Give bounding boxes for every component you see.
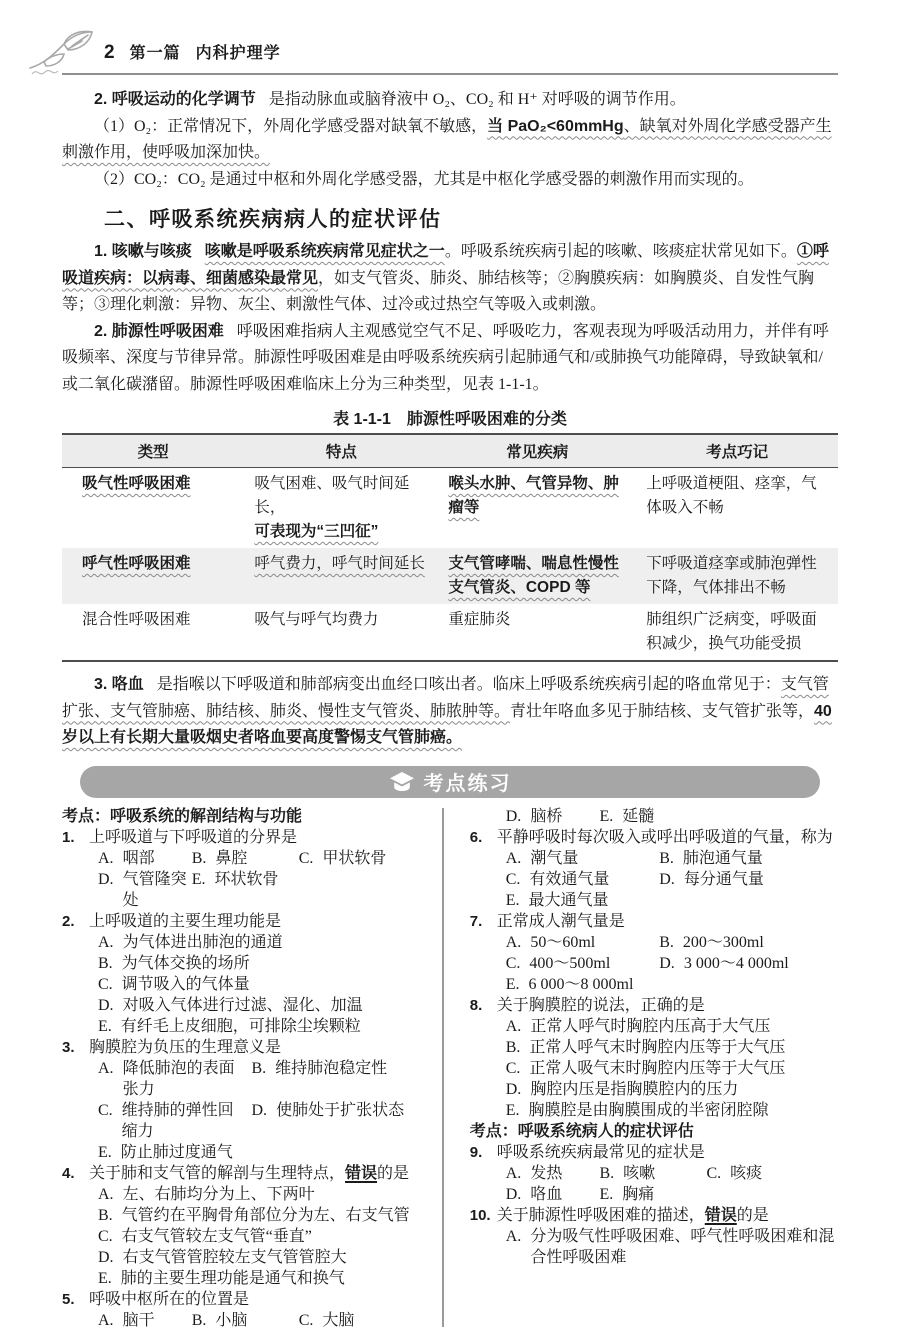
option-text: 咽部 <box>122 849 155 867</box>
cell-type <box>62 468 244 549</box>
option-label: E. <box>505 1101 520 1119</box>
cell-text: 混合性呼吸困难 <box>82 611 191 628</box>
question-number: 2. <box>62 912 75 930</box>
option <box>506 1163 596 1184</box>
option-label: C. <box>505 954 521 972</box>
option-label: B. <box>98 1206 113 1224</box>
option-label: C. <box>706 1164 722 1182</box>
option-text: 调节吸入的气体量 <box>121 975 250 993</box>
page-header <box>62 36 838 75</box>
options-row <box>470 806 838 827</box>
option <box>506 1100 838 1121</box>
cell-feature <box>244 468 438 549</box>
option-text: 每分通气量 <box>683 870 764 888</box>
question-number: 8. <box>469 996 483 1014</box>
cell-text: 肺组织广泛病变，呼吸面积减少，换气功能受损 <box>646 611 817 652</box>
key-point-text: 呼气性呼吸困难 <box>82 555 191 572</box>
option <box>506 1079 838 1100</box>
options-row <box>470 1058 838 1079</box>
key-point-text: 喉头水肿、气管异物、肿瘤等 <box>448 475 619 516</box>
option-text: 胸痛 <box>622 1185 655 1203</box>
option <box>98 1226 430 1247</box>
column-header: 类型 <box>62 434 244 468</box>
cell-text: 吸气困难、吸气时间延长， <box>254 475 410 516</box>
option-label: D. <box>659 870 675 888</box>
cell-text: 重症肺炎 <box>448 611 511 628</box>
option-text: 防止肺过度通气 <box>120 1143 233 1161</box>
option-text: 使肺处于扩张状态 <box>276 1101 405 1119</box>
question-stem <box>62 1037 430 1058</box>
question-number: 9. <box>469 1143 483 1161</box>
option <box>506 890 838 911</box>
option-label: C. <box>98 1227 113 1245</box>
options-row <box>62 974 430 995</box>
question-text-segment: 呼吸中枢所在的位置是 <box>89 1290 250 1308</box>
option <box>98 953 430 974</box>
option-text: 50～60ml <box>530 933 596 951</box>
option <box>98 995 430 1016</box>
option-text: 右支气管管腔较左支气管管腔大 <box>122 1248 347 1266</box>
option-text: 脑桥 <box>530 807 563 825</box>
question-text <box>497 827 833 848</box>
practice-banner-label: 考点练习 <box>423 773 512 795</box>
option <box>299 848 439 869</box>
key-point-text: 吸气性呼吸困难 <box>82 475 191 492</box>
option-label: E. <box>98 1269 112 1287</box>
options-row <box>470 1163 838 1184</box>
option-label: D. <box>505 1185 522 1203</box>
option <box>599 806 702 827</box>
cell-text: 下呼吸道痉挛或肺泡弹性下降，气体排出不畅 <box>646 555 817 596</box>
option-text: 降低肺泡的表面张力 <box>122 1059 235 1098</box>
question-text <box>89 1163 409 1184</box>
option <box>506 869 656 890</box>
paragraph-text: 是指喉以下呼吸道和肺部病变出血经口咳出者。临床上呼吸系统疾病引起的咯血常见于： <box>156 676 781 693</box>
option <box>192 869 295 911</box>
paragraph-cough <box>62 239 838 319</box>
option-label: C. <box>298 849 314 867</box>
question-text <box>497 911 625 932</box>
options-row <box>470 1079 838 1100</box>
option-label: D. <box>505 1080 522 1098</box>
option-label: E. <box>98 1143 112 1161</box>
option-text: 甲状软骨 <box>322 849 387 867</box>
option-label: C. <box>98 1101 113 1119</box>
options-row <box>62 848 430 869</box>
option-text: 有纤毛上皮细胞，可排除尘埃颗粒 <box>120 1017 361 1035</box>
option-label: A. <box>98 1059 114 1077</box>
option <box>192 1310 295 1331</box>
cell-tip <box>636 604 838 661</box>
cell-disease <box>438 468 636 549</box>
option-label: B. <box>599 1164 615 1182</box>
option <box>98 848 188 869</box>
option-label: E. <box>191 870 206 888</box>
option-label: E. <box>505 975 520 993</box>
cell-disease <box>438 548 636 604</box>
option <box>599 1184 702 1205</box>
question-text-segment: 上呼吸道的主要生理功能是 <box>89 912 282 930</box>
paragraph-text: 呼吸困难指病人主观感觉空气不足、呼吸吃力，客观表现为呼吸活动用力，并伴有呼吸频率、深度与节律异常。肺源性呼吸困难是由呼吸系统疾病引起肺通气和/或肺换气功能障碍，导致缺氧和/或二氧化碳潴留。肺源性呼吸困难临床上分为三种类型，见表 1-1-1。 <box>62 322 829 393</box>
option <box>506 1037 838 1058</box>
options-row <box>470 932 838 953</box>
options-row <box>62 953 430 974</box>
options-row <box>62 1058 430 1100</box>
table-caption: 表 1-1-1 肺源性呼吸困难的分类 <box>333 411 567 428</box>
section-heading: 二、呼吸系统疾病病人的症状评估 <box>104 208 442 231</box>
options-row <box>62 1226 430 1247</box>
options-row <box>62 1247 430 1268</box>
options-row <box>62 1184 430 1205</box>
question-text-segment: 关于肺源性呼吸困难的描述， <box>496 1206 705 1224</box>
option-text: 延髓 <box>622 807 655 825</box>
page-content <box>0 87 900 1331</box>
question-number: 5. <box>62 1290 75 1308</box>
paragraph-o2 <box>62 114 838 167</box>
dyspnea-classification-table <box>62 433 838 662</box>
paragraph-text: 青壮年咯血多见于肺结核、支气管扩张等， <box>510 702 815 720</box>
option <box>659 848 842 869</box>
option <box>506 1016 838 1037</box>
question-text <box>89 911 281 932</box>
option-label: A. <box>505 1164 522 1182</box>
option-label: B. <box>659 933 674 951</box>
cell-tip <box>636 468 838 549</box>
cell-text: 吸气与呼气均费力 <box>254 611 379 628</box>
paragraph-text: （1）O₂：正常情况下，外周化学感受器对缺氧不敏感， <box>94 117 488 135</box>
option-label: D. <box>98 1248 114 1266</box>
option <box>252 1058 435 1100</box>
question-text <box>497 995 705 1016</box>
option-text: 分为吸气性呼吸困难、呼气性呼吸困难和混合性呼吸困难 <box>530 1227 835 1266</box>
option-label: D. <box>98 996 114 1014</box>
options-row <box>470 1184 838 1205</box>
option-text: 咳痰 <box>730 1164 763 1182</box>
column-divider <box>442 808 444 1327</box>
option-label: C. <box>505 1059 521 1077</box>
question-stem <box>470 1205 838 1226</box>
textbook-page <box>0 36 900 1329</box>
option-text: 气管约在平胸骨角部位分为左、右支气管 <box>121 1206 410 1224</box>
column-header: 考点巧记 <box>636 434 838 468</box>
options-row <box>62 1205 430 1226</box>
option <box>98 1016 430 1037</box>
question-number: 10. <box>469 1206 491 1224</box>
option-label: A. <box>98 1185 114 1203</box>
graduation-cap-icon <box>389 771 415 793</box>
underlined-text: 支气管扩张、支气管肺癌、肺结核、肺炎、慢性支气管炎、肺脓肿等。 <box>62 676 829 720</box>
option-label: A. <box>505 849 522 867</box>
option <box>299 1310 439 1331</box>
paragraph-text: ，如支气管炎、肺炎、肺结核等；②胸膜疾病：如胸膜炎、自发性气胸等；③理化刺激：异物、灰尘、刺激性气体、过冷或过热空气等吸入或刺激。 <box>62 269 815 313</box>
table-row <box>62 604 838 661</box>
question-stem <box>470 995 838 1016</box>
option-text: 有效通气量 <box>529 870 610 888</box>
paragraph-dyspnea <box>62 319 838 399</box>
option <box>506 932 656 953</box>
cell-disease <box>438 604 636 661</box>
key-point-text: 支气管哮喘、喘息性慢性支气管炎、COPD 等 <box>448 555 619 596</box>
option-text: 胸腔内压是指胸膜腔内的压力 <box>530 1080 739 1098</box>
question-stem <box>62 911 430 932</box>
option-text: 肺泡通气量 <box>682 849 763 867</box>
option-label: E. <box>599 1185 614 1203</box>
question-text-segment: 呼吸系统疾病最常见的症状是 <box>496 1143 705 1161</box>
leaf-logo-icon <box>22 26 98 80</box>
options-row <box>470 953 838 974</box>
option-text: 咯血 <box>530 1185 563 1203</box>
question-stem <box>62 1289 430 1310</box>
options-row <box>62 869 430 911</box>
option-label: C. <box>505 870 521 888</box>
question-text <box>89 1289 249 1310</box>
option-label: B. <box>98 954 113 972</box>
option-text: 维持肺泡稳定性 <box>275 1059 388 1077</box>
question-stem <box>470 827 838 848</box>
option <box>98 974 430 995</box>
option-text: 200～300ml <box>682 933 764 951</box>
options-row <box>470 869 838 890</box>
topic-heading: 考点：呼吸系统的解剖结构与功能 <box>62 807 303 825</box>
key-point-text: 可表现为“三凹征” <box>254 523 379 540</box>
option-label: A. <box>505 1017 522 1035</box>
question-column-left <box>62 806 430 1331</box>
column-header: 特点 <box>244 434 438 468</box>
option <box>98 1247 430 1268</box>
options-row <box>470 1100 838 1121</box>
option-text: 鼻腔 <box>215 849 248 867</box>
option-label: B. <box>191 1311 207 1329</box>
practice-questions <box>62 806 838 1331</box>
option <box>659 869 842 890</box>
option-label: E. <box>98 1017 112 1035</box>
option-label: B. <box>659 849 674 867</box>
option-text: 咳嗽 <box>623 1164 656 1182</box>
table-row <box>62 548 838 604</box>
option-text: 发热 <box>530 1164 563 1182</box>
option-text: 胸膜腔是由胸膜围成的半密闭腔隙 <box>528 1101 769 1119</box>
option <box>506 1184 596 1205</box>
paragraph-hemoptysis <box>62 672 838 752</box>
question-text-segment: 错误 <box>345 1164 378 1182</box>
paragraph-text: 。呼吸系统疾病引起的咳嗽、咳痰症状常见如下。 <box>444 243 797 260</box>
question-number: 6. <box>469 828 483 846</box>
option <box>506 848 656 869</box>
paragraph-chemical-regulation <box>62 87 838 114</box>
option <box>706 1163 846 1184</box>
table-row <box>62 468 838 549</box>
option-label: B. <box>251 1059 267 1077</box>
options-row <box>62 1100 430 1142</box>
underlined-text: 呼气费力，呼气时间延长 <box>254 555 425 572</box>
paragraph-text: 是指动脉血或脑脊液中 O₂、CO₂ 和 H⁺ 对呼吸的调节作用。 <box>268 91 686 108</box>
question-column-right <box>470 806 838 1331</box>
option <box>659 953 842 974</box>
question-stem <box>62 1163 430 1184</box>
question-text-segment: 关于肺和支气管的解剖与生理特点， <box>89 1164 346 1182</box>
option-label: A. <box>98 933 114 951</box>
option-label: C. <box>298 1311 314 1329</box>
options-row <box>470 1016 838 1037</box>
option <box>98 1268 430 1289</box>
cell-type <box>62 604 244 661</box>
question-text <box>89 1037 281 1058</box>
option-label: A. <box>505 1227 522 1245</box>
question-text-segment: 正常成人潮气量是 <box>496 912 625 930</box>
question-text <box>89 827 297 848</box>
option <box>98 1205 430 1226</box>
topic-heading: 考点：呼吸系统病人的症状评估 <box>469 1122 694 1140</box>
key-point-text: 咳嗽是呼吸系统疾病常见症状之一 <box>204 243 445 260</box>
cell-feature <box>244 548 438 604</box>
question-number: 4. <box>62 1164 75 1182</box>
paragraph-lead: 2. 肺源性呼吸困难 <box>94 322 224 340</box>
paragraph-lead: 2. 呼吸运动的化学调节 <box>94 91 256 108</box>
question-text-segment: 错误 <box>704 1206 737 1224</box>
question-text-segment: 胸膜腔为负压的生理意义是 <box>89 1038 282 1056</box>
option-label: D. <box>98 870 114 888</box>
option-text: 大脑 <box>322 1311 355 1329</box>
option-text: 3 000～4 000ml <box>683 954 789 972</box>
question-number: 7. <box>469 912 483 930</box>
option <box>98 1310 188 1331</box>
option <box>98 1142 430 1163</box>
option-text: 潮气量 <box>530 849 579 867</box>
practice-banner <box>80 766 820 798</box>
option <box>506 1058 838 1079</box>
option-text: 右支气管较左支气管“垂直” <box>121 1227 312 1245</box>
option <box>98 1184 430 1205</box>
options-row <box>470 974 838 995</box>
key-point-text: ①呼吸道疾病：以病毒、细菌感染最常见 <box>62 243 829 287</box>
option <box>506 806 596 827</box>
options-row <box>470 848 838 869</box>
option-text: 为气体交换的场所 <box>121 954 250 972</box>
option-label: E. <box>505 891 520 909</box>
option-text: 脑干 <box>122 1311 155 1329</box>
option-label: E. <box>599 807 614 825</box>
page-number: 2 <box>104 42 115 63</box>
question-text <box>497 1205 769 1226</box>
options-row <box>62 995 430 1016</box>
option-label: D. <box>505 807 522 825</box>
option-text: 左、右肺均分为上、下两叶 <box>122 1185 315 1203</box>
key-point-text: 当 PaO₂<60mmHg <box>487 117 624 135</box>
option <box>192 848 295 869</box>
option-label: B. <box>191 849 207 867</box>
underlined-text: 、缺氧对外周化学感受器产生刺激作用，使呼吸加深加快。 <box>62 117 832 161</box>
option-label: C. <box>98 975 113 993</box>
key-point-text: 40 岁以上有长期大量吸烟史者咯血要高度警惕支气管肺癌。 <box>62 702 832 746</box>
options-row <box>62 1016 430 1037</box>
question-text-segment: 平静呼吸时每次吸入或呼出呼吸道的气量，称为 <box>496 828 833 846</box>
options-row <box>470 1226 838 1268</box>
option-text: 小脑 <box>215 1311 248 1329</box>
option-text: 对吸入气体进行过滤、湿化、加温 <box>122 996 363 1014</box>
option-text: 肺的主要生理功能是通气和换气 <box>120 1269 345 1287</box>
option-text: 最大通气量 <box>528 891 609 909</box>
paragraph-lead: 1. 咳嗽与咳痰 <box>94 243 192 260</box>
question-text-segment: 上呼吸道与下呼吸道的分界是 <box>89 828 298 846</box>
book-title: 内科护理学 <box>195 45 281 62</box>
option-text: 维持肺的弹性回缩力 <box>121 1101 234 1140</box>
option <box>506 974 838 995</box>
options-row <box>62 932 430 953</box>
option-label: A. <box>98 1311 114 1329</box>
part-label: 第一篇 <box>129 45 181 62</box>
option <box>98 869 188 911</box>
option-text: 400～500ml <box>529 954 611 972</box>
question-stem <box>470 911 838 932</box>
options-row <box>62 1268 430 1289</box>
option <box>506 953 656 974</box>
option-text: 正常人吸气末时胸腔内压等于大气压 <box>529 1059 786 1077</box>
question-text-segment: 关于胸膜腔的说法，正确的是 <box>496 996 705 1014</box>
cell-tip <box>636 548 838 604</box>
question-stem <box>470 1142 838 1163</box>
options-row <box>62 1310 430 1331</box>
option-label: D. <box>659 954 675 972</box>
option-label: D. <box>251 1101 268 1119</box>
cell-feature <box>244 604 438 661</box>
option <box>599 1163 702 1184</box>
option-label: A. <box>98 849 114 867</box>
paragraph-text: （2）CO₂：CO₂ 是通过中枢和外周化学感受器，尤其是中枢化学感受器的刺激作用而实现的。 <box>94 170 754 188</box>
paragraph-co2 <box>62 167 838 194</box>
option-label: B. <box>505 1038 521 1056</box>
publisher-leaf-logo <box>22 26 98 85</box>
paragraph-lead: 3. 咯血 <box>94 676 144 693</box>
option-text: 6 000～8 000ml <box>528 975 634 993</box>
option <box>252 1100 435 1142</box>
question-text-segment: 的是 <box>736 1206 769 1224</box>
question-number: 3. <box>62 1038 75 1056</box>
option <box>98 932 430 953</box>
option <box>506 1226 838 1268</box>
options-row <box>470 1037 838 1058</box>
options-row <box>470 890 838 911</box>
question-stem <box>62 827 430 848</box>
question-number: 1. <box>62 828 75 846</box>
option <box>98 1100 248 1142</box>
cell-type <box>62 548 244 604</box>
option-text: 气管隆突处 <box>122 870 187 909</box>
option <box>98 1058 248 1100</box>
table-header-row <box>62 434 838 468</box>
option-text: 正常人呼气末时胸腔内压等于大气压 <box>529 1038 786 1056</box>
option <box>659 932 842 953</box>
option-label: A. <box>505 933 522 951</box>
option-text: 正常人呼气时胸腔内压高于大气压 <box>530 1017 771 1035</box>
question-text <box>497 1142 705 1163</box>
question-text-segment: 的是 <box>377 1164 410 1182</box>
option-text: 环状软骨 <box>214 870 279 888</box>
column-header: 常见疾病 <box>438 434 636 468</box>
options-row <box>62 1142 430 1163</box>
cell-text: 上呼吸道梗阻、痉挛，气体吸入不畅 <box>646 475 817 516</box>
option-text: 为气体进出肺泡的通道 <box>122 933 283 951</box>
